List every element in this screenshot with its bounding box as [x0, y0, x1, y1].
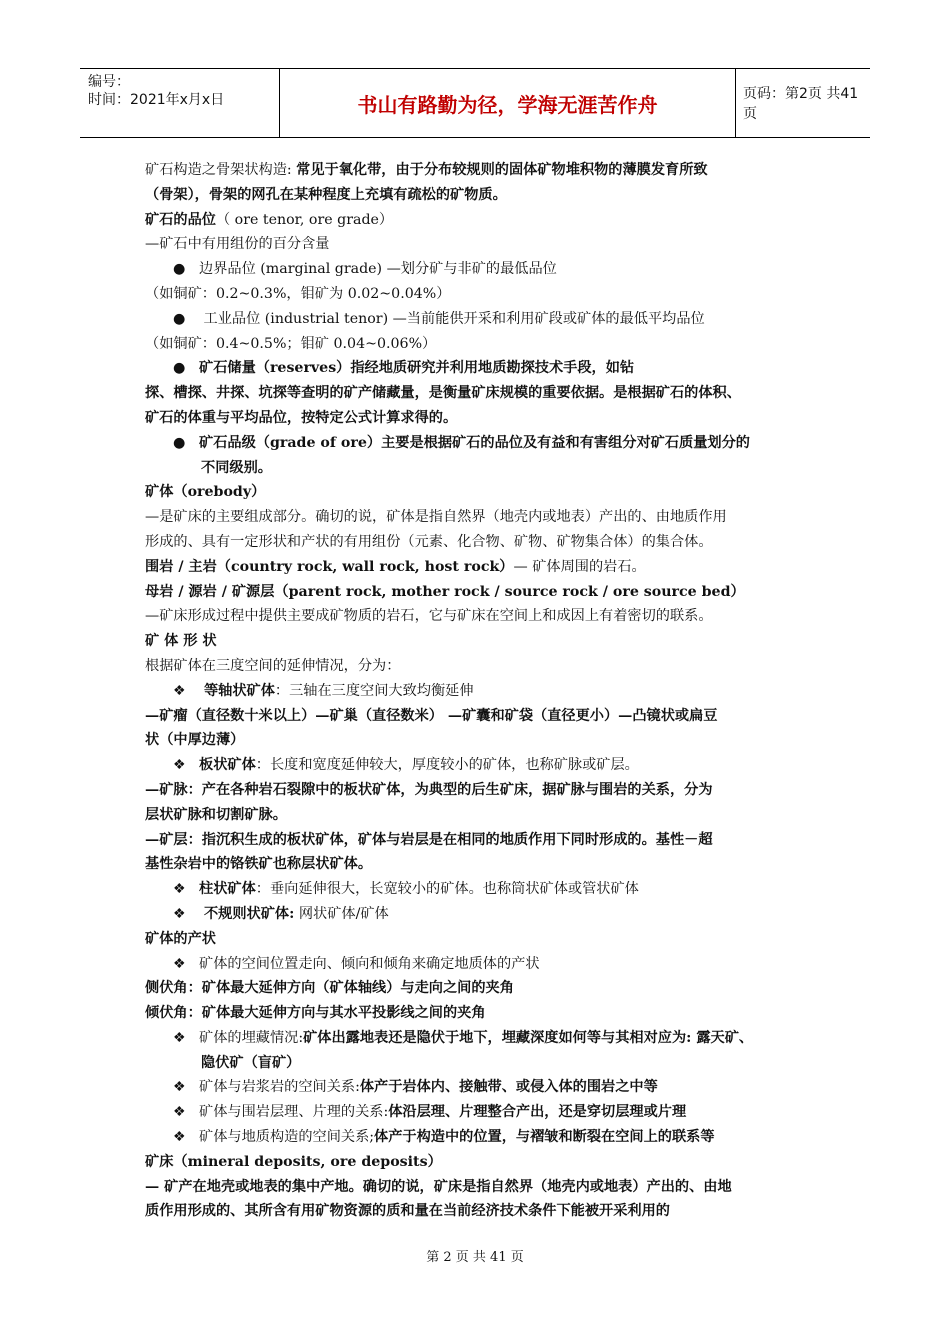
line-bold-text: 矿石品级（grade of ore）主要是根据矿石的品位及有益和有害组分对矿石质量划分的	[199, 434, 750, 451]
line-text: 形成的、具有一定形状和产状的有用组份（元素、化合物、矿物、矿物集合体）的集合体。	[145, 533, 713, 550]
line-bold-text: 体沿层理、片理整合产出，还是穿切层理或片理	[388, 1104, 687, 1121]
text-line	[145, 406, 825, 431]
line-text: 矿体与围岩层理、片理的关系:	[199, 1104, 389, 1121]
line-bold-text: 隐伏矿（盲矿）	[201, 1054, 301, 1071]
text-line	[145, 679, 825, 704]
line-bold-text: 矿床（mineral deposits, ore deposits）	[145, 1153, 442, 1170]
document-body	[145, 158, 825, 1224]
line-bold-text: 板状矿体	[199, 757, 256, 774]
header-page-info: 页码：第2页 共41页	[743, 86, 859, 122]
text-line	[145, 976, 825, 1001]
text-line	[145, 208, 825, 233]
page-footer: 第 2 页 共 41 页	[426, 1250, 524, 1265]
text-line	[145, 629, 825, 654]
line-bold-text: 矿体出露地表还是隐伏于地下，埋藏深度如何等与其相对应为: 露天矿、	[303, 1029, 754, 1046]
line-text: —矿石中有用组份的百分含量	[145, 236, 330, 253]
text-line	[145, 1175, 825, 1200]
line-bold-text: 矿石的体重与平均品位，按特定公式计算求得的。	[145, 409, 458, 426]
text-line	[145, 803, 825, 828]
line-bold-text: 围岩 / 主岩（country rock, wall rock, host rock）	[145, 558, 514, 575]
line-bold-text: 母岩 / 源岩 / 矿源层（parent rock, mother rock / source rock / ore source bed）	[145, 583, 745, 600]
text-line	[145, 604, 825, 629]
text-line	[145, 282, 825, 307]
line-bold-text: 状（中厚边薄）	[145, 732, 245, 749]
line-text: —矿床形成过程中提供主要成矿物质的岩石，它与矿床在空间上和成因上有着密切的联系。	[145, 608, 713, 625]
text-line	[145, 232, 825, 257]
line-bold-text: — 矿产在地壳或地表的集中产地。确切的说，矿床是指自然界（地壳内或地表）产出的、由地	[145, 1178, 732, 1195]
text-line	[145, 1199, 825, 1224]
text-line	[145, 852, 825, 877]
text-line	[145, 927, 825, 952]
text-line	[145, 183, 825, 208]
page-header	[80, 68, 870, 138]
text-line	[145, 952, 825, 977]
bullet-dot-icon: ●	[173, 434, 186, 451]
line-text: （ ore tenor, ore grade）	[215, 211, 394, 228]
line-text: 矿石构造之骨架状构造:	[145, 162, 297, 178]
text-line	[145, 332, 825, 357]
text-line	[145, 1150, 825, 1175]
line-text: 根据矿体在三度空间的延伸情况，分为：	[145, 657, 401, 674]
line-bold-text: 侧伏角：矿体最大延伸方向（矿体轴线）与走向之间的夹角	[145, 980, 514, 997]
header-motto: 书山有路勤为径，学海无涯苦作舟	[280, 69, 736, 137]
line-bold-text: 质作用形成的、其所含有用矿物资源的质和量在当前经济技术条件下能被开采利用的	[145, 1203, 670, 1220]
text-line	[145, 1026, 825, 1051]
line-bold-text: 矿石的品位	[145, 211, 216, 228]
bullet-dot-icon: ●	[173, 360, 186, 377]
line-bold-text: 矿体（orebody）	[145, 484, 266, 501]
bullet-diamond-icon: ❖	[173, 757, 186, 774]
text-line	[145, 431, 825, 456]
line-bold-text: 倾伏角：矿体最大延伸方向与其水平投影线之间的夹角	[145, 1005, 486, 1022]
bullet-dot-icon: ●	[173, 310, 186, 327]
bullet-diamond-icon: ❖	[173, 1104, 186, 1121]
text-line	[145, 828, 825, 853]
line-bold-text: 常见于氧化带，由于分布较规则的固体矿物堆积物的薄膜发育所致	[296, 162, 708, 178]
bullet-diamond-icon: ❖	[173, 905, 186, 922]
line-text: —是矿床的主要组成部分。确切的说，矿体是指自然界（地壳内或地表）产出的、由地质作用	[145, 509, 727, 526]
bullet-diamond-icon: ❖	[173, 955, 186, 972]
text-line	[145, 555, 825, 580]
text-line	[145, 257, 825, 282]
line-text: 工业品位 (industrial tenor) —当前能供开采和利用矿段或矿体的最低平均品位	[199, 310, 705, 327]
text-line	[145, 1001, 825, 1026]
line-bold-text: —矿脉：产在各种岩石裂隙中的板状矿体，为典型的后生矿床，据矿脉与围岩的关系，分为	[145, 781, 713, 798]
line-text: 边界品位 (marginal grade) —划分矿与非矿的最低品位	[199, 261, 557, 278]
text-line	[145, 753, 825, 778]
line-bold-text: 矿石储量（reserves）指经地质研究并利用地质勘探技术手段，如钻	[199, 360, 635, 377]
line-bold-text: 不同级别。	[201, 459, 272, 476]
text-line	[145, 1125, 825, 1150]
line-bold-text: —矿瘤（直径数十米以上）—矿巢（直径数米） —矿囊和矿袋（直径更小）—凸镜状或扁豆	[145, 707, 718, 724]
bullet-diamond-icon: ❖	[173, 682, 186, 699]
document-number-label: 编号：	[88, 74, 130, 90]
text-line	[145, 1100, 825, 1125]
line-bold-text: 矿体的产状	[145, 930, 216, 947]
line-bold-text: 层状矿脉和切割矿脉。	[145, 806, 287, 823]
line-text: （如铜矿：0.4~0.5%；钼矿 0.04~0.06%）	[145, 335, 437, 352]
line-text: （如铜矿：0.2~0.3%，钼矿为 0.02~0.04%）	[145, 285, 451, 302]
line-text: 网状矿体/矿体	[294, 905, 389, 922]
line-bold-text: 不规则状矿体:	[199, 905, 295, 922]
line-text: ：垂向延伸很大，长宽较小的矿体。也称筒状矿体或管状矿体	[255, 881, 639, 898]
bullet-diamond-icon: ❖	[173, 881, 186, 898]
text-line	[145, 654, 825, 679]
line-bold-text: 体产于岩体内、接触带、或侵入体的围岩之中等	[359, 1079, 658, 1096]
line-text: 矿体与岩浆岩的空间关系:	[199, 1079, 360, 1096]
text-line	[145, 902, 825, 927]
bullet-dot-icon: ●	[173, 261, 186, 278]
text-line	[145, 728, 825, 753]
bullet-diamond-icon: ❖	[173, 1079, 186, 1096]
line-text: ：三轴在三度空间大致均衡延伸	[274, 682, 474, 699]
header-meta	[80, 69, 280, 137]
text-line	[145, 158, 825, 183]
bullet-diamond-icon: ❖	[173, 1029, 186, 1046]
text-line	[145, 1051, 825, 1076]
text-line	[145, 1075, 825, 1100]
line-bold-text: （骨架），骨架的网孔在某种程度上充填有疏松的矿物质。	[145, 186, 507, 203]
text-line	[145, 580, 825, 605]
text-line	[145, 307, 825, 332]
document-date-label: 时间：2021年x月x日	[88, 92, 225, 108]
line-text: 矿体的空间位置走向、倾向和倾角来确定地质体的产状	[199, 955, 540, 972]
text-line	[145, 456, 825, 481]
text-line	[145, 530, 825, 555]
line-bold-text: —矿层：指沉积生成的板状矿体，矿体与岩层是在相同的地质作用下同时形成的。基性－超	[145, 831, 713, 848]
line-bold-text: 基性杂岩中的铬铁矿也称层状矿体。	[145, 856, 373, 873]
line-bold-text: 探、槽探、井探、坑探等查明的矿产储藏量，是衡量矿床规模的重要依据。是根据矿石的体积、	[145, 385, 741, 402]
line-bold-text: 体产于构造中的位置，与褶皱和断裂在空间上的联系等	[374, 1129, 715, 1146]
text-line	[145, 480, 825, 505]
bullet-diamond-icon: ❖	[173, 1129, 186, 1146]
line-text: 矿体的埋藏情况:	[199, 1029, 304, 1046]
text-line	[145, 704, 825, 729]
text-line	[145, 381, 825, 406]
line-bold-text: 柱状矿体	[199, 881, 256, 898]
line-bold-text: 矿 体 形 状	[145, 633, 217, 650]
text-line	[145, 505, 825, 530]
text-line	[145, 356, 825, 381]
line-text: 矿体与地质构造的空间关系;	[199, 1129, 375, 1146]
line-text: ：长度和宽度延伸较大，厚度较小的矿体，也称矿脉或矿层。	[255, 757, 639, 774]
text-line	[145, 877, 825, 902]
text-line	[145, 778, 825, 803]
line-text: — 矿体周围的岩石。	[513, 558, 646, 575]
line-bold-text: 等轴状矿体	[199, 682, 275, 699]
